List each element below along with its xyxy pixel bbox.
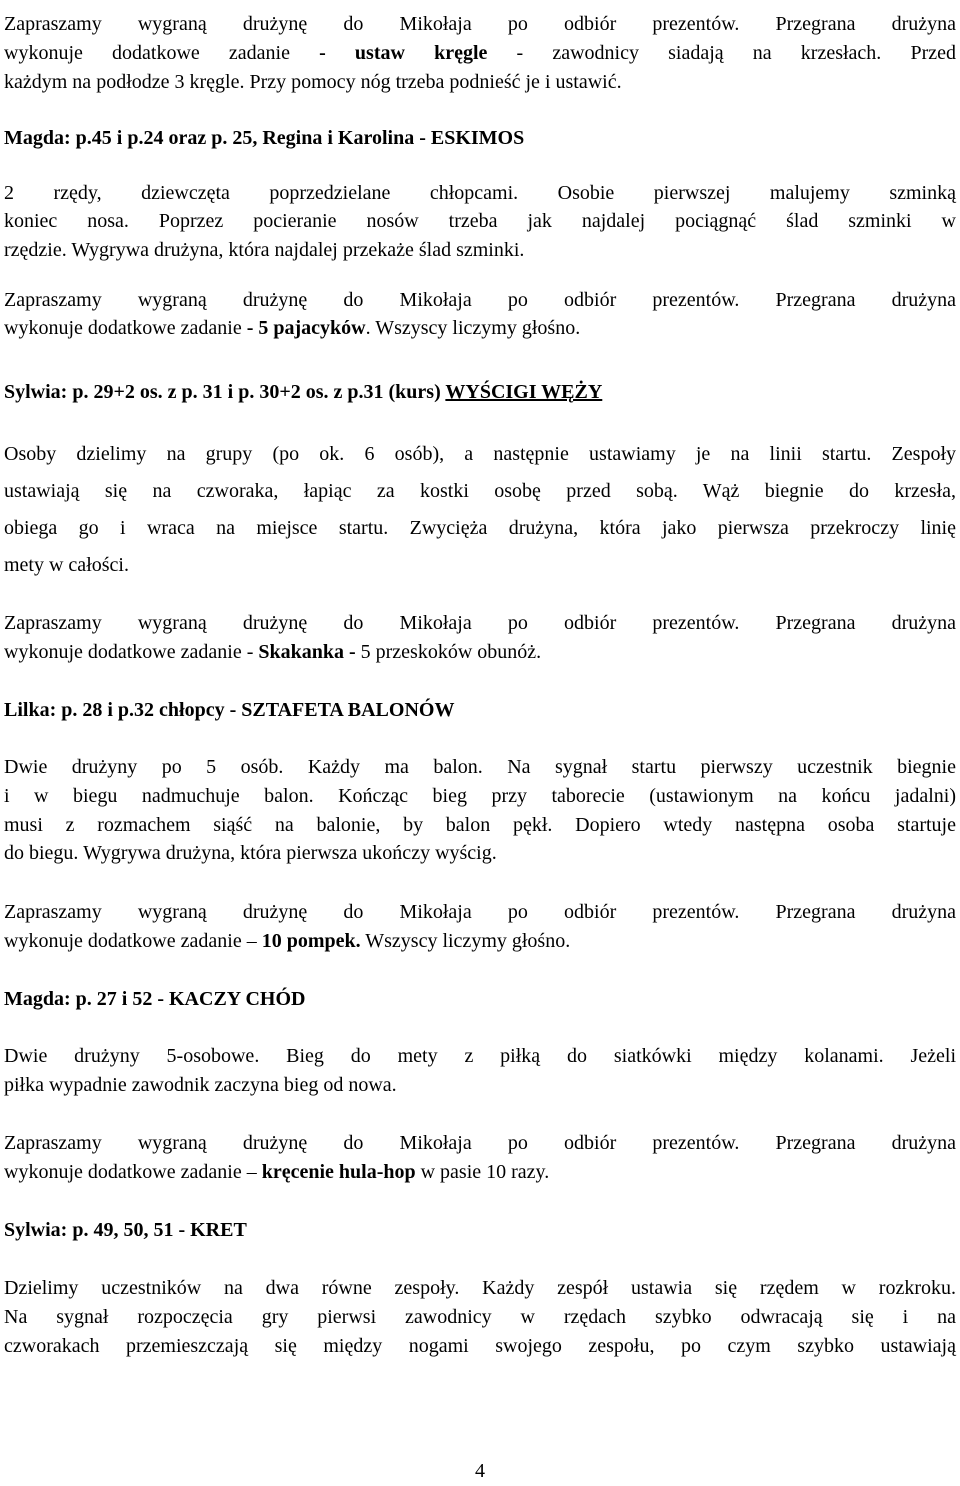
bold-text: 10 pompek.: [261, 930, 361, 952]
text-run: 2 rzędy, dziewczęta poprzedzielane chłopcami. Osobie pierwszej malujemy szminką: [4, 182, 956, 204]
text-run: Dwie drużyny po 5 osób. Każdy ma balon. Na sygnał startu pierwszy uczestnik biegnie: [4, 756, 956, 778]
paragraph-line: [4, 1158, 956, 1187]
paragraph-line: [4, 286, 956, 315]
paragraph-line: [4, 514, 956, 543]
bold-text: Magda: p.45 i p.24 oraz p. 25, Regina i Karolina - ESKIMOS: [4, 127, 525, 149]
section-heading: [4, 696, 956, 725]
paragraph-line: [4, 236, 956, 265]
text-run: Osoby dzielimy na grupy (po ok. 6 osób), a następnie ustawiamy je na linii startu. Zespoły: [4, 443, 956, 465]
paragraph-line: [4, 10, 956, 39]
paragraph-line: [4, 68, 956, 97]
bold-text: Skakanka -: [258, 641, 356, 663]
text-run: piłka wypadnie zawodnik zaczyna bieg od nowa.: [4, 1074, 397, 1096]
text-run: wykonuje dodatkowe zadanie –: [4, 930, 262, 952]
paragraph-line: [4, 207, 956, 236]
text-run: ustawiają się na czworaka, łapiąc za kostki osobę przed sobą. Wąż biegnie do krzesła,: [4, 480, 956, 502]
text-run: 5 przeskoków obunóż.: [355, 641, 542, 663]
bold-text: Magda: p. 27 i 52 - KACZY CHÓD: [4, 988, 306, 1010]
page-number: 4: [475, 1460, 485, 1482]
text-run: mety w całości.: [4, 554, 129, 576]
paragraph-line: [4, 782, 956, 811]
paragraph-line: [4, 1042, 956, 1071]
text-run: Zapraszamy wygraną drużynę do Mikołaja po odbiór prezentów. Przegrana drużyna: [4, 901, 956, 923]
paragraph-line: [4, 39, 956, 68]
paragraph-line: [4, 551, 956, 580]
text-run: wykonuje dodatkowe zadanie: [4, 42, 320, 64]
text-run: Dwie drużyny 5-osobowe. Bieg do mety z piłką do siatkówki między kolanami. Jeżeli: [4, 1045, 956, 1067]
text-run: wykonuje dodatkowe zadanie –: [4, 1161, 262, 1183]
paragraph-line: [4, 1274, 956, 1303]
text-run: w pasie 10 razy.: [415, 1161, 550, 1183]
text-run: obiega go i wraca na miejsce startu. Zwycięża drużyna, która jako pierwsza przekroczy linię: [4, 517, 956, 539]
text-run: do biegu. Wygrywa drużyna, która pierwsza ukończy wyścig.: [4, 842, 497, 864]
bold-text: Sylwia: p. 49, 50, 51 - KRET: [4, 1219, 247, 1241]
paragraph-line: [4, 638, 956, 667]
paragraph-line: [4, 609, 956, 638]
section-heading: [4, 124, 956, 153]
section-heading: [4, 1216, 956, 1245]
text-run: wykonuje dodatkowe zadanie -: [4, 641, 259, 663]
bold-text: - ustaw kręgle: [319, 42, 488, 64]
paragraph-line: [4, 1332, 956, 1361]
paragraph-line: [4, 898, 956, 927]
bold-text: Sylwia: p. 29+2 os. z p. 31 i p. 30+2 os. z p.31 (kurs): [4, 381, 446, 403]
text-run: - zawodnicy siadają na krzesłach. Przed: [487, 42, 956, 64]
paragraph-line: [4, 1303, 956, 1332]
text-run: czworakach przemieszczają się między nogami swojego zespołu, po czym szybko ustawiają: [4, 1335, 956, 1357]
paragraph-line: [4, 314, 956, 343]
bold-text: Lilka: p. 28 i p.32 chłopcy - SZTAFETA BALONÓW: [4, 699, 455, 721]
bold-text: - 5 pajacyków: [246, 317, 366, 339]
text-run: musi z rozmachem siąść na balonie, by balon pękł. Dopiero wtedy następna osoba startuje: [4, 814, 956, 836]
text-run: Zapraszamy wygraną drużynę do Mikołaja po odbiór prezentów. Przegrana drużyna: [4, 1132, 956, 1154]
text-run: . Wszyscy liczymy głośno.: [365, 317, 581, 339]
text-run: Zapraszamy wygraną drużynę do Mikołaja po odbiór prezentów. Przegrana drużyna: [4, 13, 956, 35]
text-run: Zapraszamy wygraną drużynę do Mikołaja po odbiór prezentów. Przegrana drużyna: [4, 289, 956, 311]
bold-text: kręcenie hula-hop: [261, 1161, 416, 1183]
text-run: i w biegu nadmuchuje balon. Kończąc bieg przy taborecie (ustawionym na końcu jadalni): [4, 785, 956, 807]
bold-text: WYŚCIGI WĘŻY: [445, 381, 603, 403]
paragraph-line: [4, 440, 956, 469]
paragraph-line: [4, 839, 956, 868]
paragraph-line: [4, 927, 956, 956]
text-run: Zapraszamy wygraną drużynę do Mikołaja po odbiór prezentów. Przegrana drużyna: [4, 612, 956, 634]
text-run: wykonuje dodatkowe zadanie: [4, 317, 247, 339]
paragraph-line: [4, 811, 956, 840]
section-heading: [4, 985, 956, 1014]
text-run: Wszyscy liczymy głośno.: [360, 930, 571, 952]
paragraph-line: [4, 477, 956, 506]
paragraph-line: [4, 1129, 956, 1158]
paragraph-line: [4, 753, 956, 782]
section-heading: [4, 378, 956, 407]
text-run: Dzielimy uczestników na dwa równe zespoły. Każdy zespół ustawia się rzędem w rozkroku.: [4, 1277, 956, 1299]
text-run: rzędzie. Wygrywa drużyna, która najdalej przekaże ślad szminki.: [4, 239, 525, 261]
text-run: koniec nosa. Poprzez pocieranie nosów trzeba jak najdalej pociągnąć ślad szminki w: [4, 210, 956, 232]
paragraph-line: [4, 1071, 956, 1100]
text-run: Na sygnał rozpoczęcia gry pierwsi zawodnicy w rzędach szybko odwracają się i na: [4, 1306, 956, 1328]
paragraph-line: [4, 179, 956, 208]
text-run: każdym na podłodze 3 kręgle. Przy pomocy nóg trzeba podnieść je i ustawić.: [4, 71, 622, 93]
